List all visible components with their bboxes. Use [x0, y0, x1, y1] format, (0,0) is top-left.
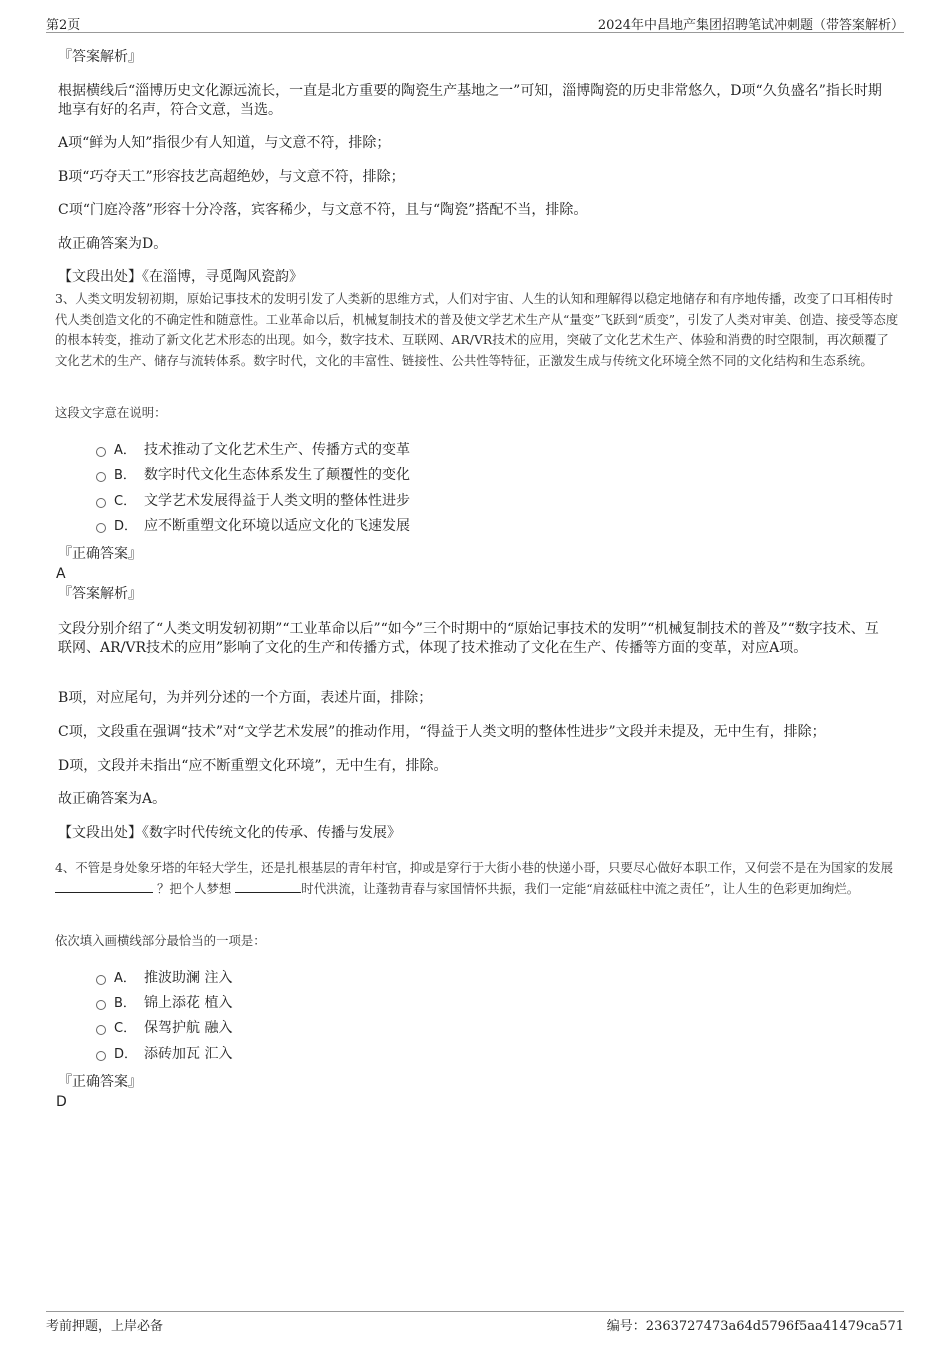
radio-icon[interactable]	[96, 1051, 106, 1061]
radio-icon[interactable]	[96, 1000, 106, 1010]
blank-2[interactable]	[235, 880, 301, 893]
radio-icon[interactable]	[96, 447, 106, 457]
blank-1[interactable]	[55, 880, 153, 893]
q3-stem: 3、人类文明发轫初期，原始记事技术的发明引发了人类新的思维方式，人们对宇宙、人生的认知和理解得以稳定地储存和有序地传播，改变了口耳相传时代人类创造文化的不确定性和随意性。工业革命以后，机械复制技术的普及使文学艺术生产从“量变”飞跃到“质变”，引发了人类对审美、创造、接受等态度的根本转变，推动了新文化艺术形态的出现。如今，数字技术、互联网、AR/VR技术的应用，突破了文化艺术生产、体验和消费的时空限制，再次颠覆了文化艺术的生产、储存与流转体系。数字时代，文化的丰富性、链接性、公共性等特征，正激发生成与传统文化环境全然不同的文化结构和生态系统。	[55, 291, 899, 368]
q3-analysis-p3: C项，文段重在强调“技术”对“文学艺术发展”的推动作用，“得益于人类文明的整体性进步”文段并未提及，无中生有，排除；	[58, 724, 826, 740]
q4-answer: D	[56, 1094, 67, 1110]
q3-answer: A	[56, 566, 66, 582]
q4-option-a[interactable]: A． 推波助澜 注入	[96, 968, 232, 989]
q3-analysis-label: 『答案解析』	[58, 586, 142, 602]
q4-answer-label: 『正确答案』	[58, 1074, 142, 1090]
q3-analysis-p1: 文段分别介绍了“人类文明发轫初期”“工业革命以后”“如今”三个时期中的“原始记事技术的发明”“机械复制技术的普及”“数字技术、互联网、AR/VR技术的应用”影响了文化的生产和传播方式，体现了技术推动了文化在生产、传播等方面的变革，对应A项。	[58, 621, 879, 656]
page-header	[46, 12, 904, 33]
q2-analysis-p1: 根据横线后“淄博历史文化源远流长，一直是北方重要的陶瓷生产基地之一”可知，淄博陶瓷的历史非常悠久，D项“久负盛名”指长时期地享有好的名声，符合文意，当选。	[58, 83, 882, 118]
q2-analysis-p3: B项“巧夺天工”形容技艺高超绝妙，与文意不符，排除；	[58, 169, 405, 185]
footer-serial: 编号：2363727473a64d5796f5aa41479ca571	[606, 1319, 904, 1334]
page-number: 第2页	[46, 18, 81, 33]
q4-option-d[interactable]: D． 添砖加瓦 汇入	[96, 1044, 232, 1065]
radio-icon[interactable]	[96, 523, 106, 533]
q3-analysis-p4: D项，文段并未指出“应不断重塑文化环境”，无中生有，排除。	[58, 758, 448, 774]
q4-stem: 4、不管是身处象牙塔的年轻大学生，还是扎根基层的青年村官，抑或是穿行于大街小巷的快递小哥，只要尽心做好本职工作，又何尝不是在为国家的发展 ？把个人梦想 时代洪流，让蓬勃青春与家国情怀共振，我们一定能“肩兹砥柱中流之责任”，让人生的色彩更加绚烂。	[55, 860, 894, 896]
q3-source: 【文段出处】《数字时代传统文化的传承、传播与发展》	[58, 825, 401, 841]
q2-analysis-p2: A项“鲜为人知”指很少有人知道，与文意不符，排除；	[58, 135, 391, 151]
footer-slogan: 考前押题，上岸必备	[46, 1319, 164, 1334]
q3-answer-label: 『正确答案』	[58, 546, 142, 562]
q2-source: 【文段出处】《在淄博，寻觅陶风瓷韵》	[58, 269, 303, 285]
q4-prompt: 依次填入画横线部分最恰当的一项是：	[55, 933, 266, 948]
q3-option-d[interactable]: D． 应不断重塑文化环境以适应文化的飞速发展	[96, 516, 410, 537]
document-title: 2024年中昌地产集团招聘笔试冲刺题（带答案解析）	[597, 18, 904, 33]
q3-option-c[interactable]: C． 文学艺术发展得益于人类文明的整体性进步	[96, 491, 410, 512]
radio-icon[interactable]	[96, 472, 106, 482]
q3-option-a[interactable]: A． 技术推动了文化艺术生产、传播方式的变革	[96, 440, 410, 461]
q2-analysis-p4: C项“门庭冷落”形容十分冷落，宾客稀少，与文意不符，且与“陶瓷”搭配不当，排除。	[58, 202, 588, 218]
q3-prompt: 这段文字意在说明：	[55, 405, 167, 420]
radio-icon[interactable]	[96, 975, 106, 985]
q2-analysis-label: 『答案解析』	[58, 49, 142, 65]
q4-option-b[interactable]: B． 锦上添花 植入	[96, 993, 232, 1014]
q4-option-c[interactable]: C． 保驾护航 融入	[96, 1018, 232, 1039]
q2-analysis-p5: 故正确答案为D。	[58, 236, 168, 252]
radio-icon[interactable]	[96, 498, 106, 508]
radio-icon[interactable]	[96, 1025, 106, 1035]
q3-analysis-p5: 故正确答案为A。	[58, 791, 167, 807]
q3-analysis-p2: B项，对应尾句，为并列分述的一个方面，表述片面，排除；	[58, 690, 433, 706]
page-footer	[46, 1311, 904, 1334]
q3-option-b[interactable]: B． 数字时代文化生态体系发生了颠覆性的变化	[96, 465, 410, 486]
